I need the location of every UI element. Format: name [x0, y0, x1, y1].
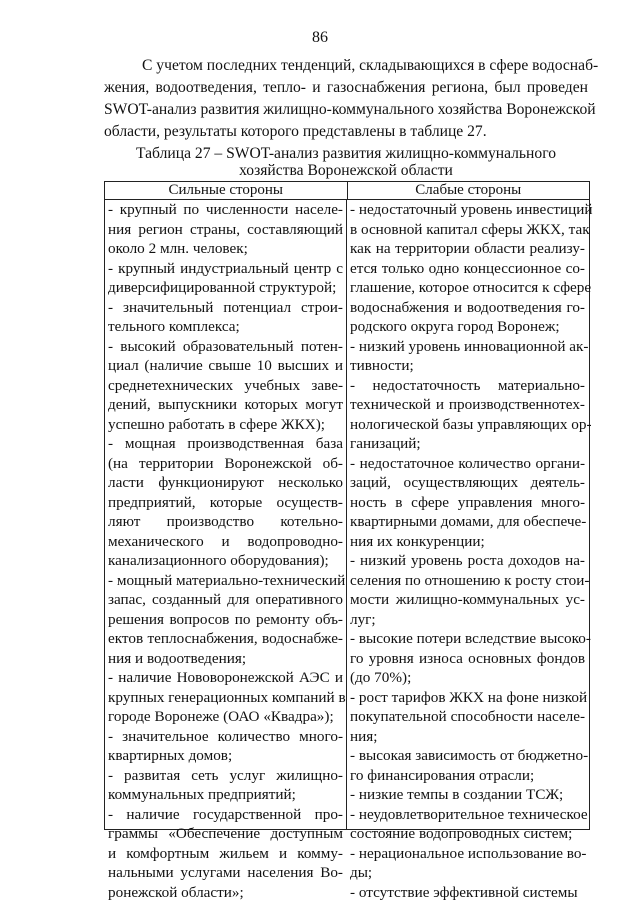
strength-line: - мощная производственная база — [108, 435, 343, 452]
weakness-line: - рост тарифов ЖКХ на фоне низкой — [350, 688, 588, 706]
weakness-line: - недостаточное количество органи- — [350, 454, 585, 472]
strength-line: - высокий образовательный потен- — [108, 337, 343, 355]
strength-line: предприятий, которые осуществ- — [108, 493, 343, 511]
weakness-line: тивности; — [350, 357, 414, 374]
weakness-line: - отсутствие эффективной системы — [350, 883, 578, 901]
intro-line: области, результаты которого представлены в таблице 27. — [104, 123, 487, 140]
weakness-line: (до 70%); — [350, 669, 412, 686]
strength-line: диверсифицированной структурой; — [108, 279, 337, 296]
strength-line: - наличие государственной про- — [108, 805, 343, 823]
weakness-line: луг; — [350, 610, 376, 628]
weakness-line: состояние водопроводных систем; — [350, 825, 573, 842]
strength-line: граммы «Обеспечение доступным — [108, 825, 343, 842]
strength-line: ляют производство котельно- — [108, 513, 343, 530]
weaknesses-column — [346, 200, 593, 901]
table-header-row — [105, 182, 589, 200]
weakness-line: в основной капитал сферы ЖКХ, так — [350, 220, 590, 238]
weakness-line: - неудовлетворительное техническое — [350, 805, 588, 823]
weakness-line: водоснабжения и водоотведения го- — [350, 298, 585, 316]
strength-line: дений, выпускники которых могут — [108, 396, 343, 413]
weakness-line: нологической базы управляющих ор- — [350, 415, 592, 433]
intro-line: С учетом последних тенденций, складывающихся в сфере водоснаб- — [142, 57, 599, 74]
weakness-line: го финансирования отрасли; — [350, 766, 535, 784]
weakness-line: квартирными домами, для обеспече- — [350, 513, 587, 530]
weakness-line: го уровня износа основных фондов — [350, 649, 585, 667]
table-body-row — [105, 200, 593, 901]
weakness-line: глашение, которое относится к сфере — [350, 279, 592, 296]
strength-line: - значительное количество много- — [108, 727, 343, 745]
intro-line: SWOT-анализ развития жилищно-коммунального хозяйства Воронежской — [104, 101, 596, 118]
strength-line: канализационного оборудования); — [108, 552, 329, 569]
strength-line: ния регион страны, составляющий — [108, 220, 343, 238]
strength-line: (на территории Воронежской об- — [108, 454, 343, 472]
weakness-line: ния; — [350, 727, 378, 745]
weakness-line: ность в сфере управления много- — [350, 493, 585, 511]
strengths-column — [105, 200, 346, 901]
header-strengths: Сильные стороны — [168, 182, 283, 198]
strength-line: городе Воронеже (ОАО «Квадра»); — [108, 708, 334, 725]
weakness-line: - низкий уровень роста доходов на- — [350, 552, 585, 569]
strength-line: - развитая сеть услуг жилищно- — [108, 766, 343, 784]
weakness-line: селения по отношению к росту стои- — [350, 571, 590, 589]
strength-line: ектов теплоснабжения, водоснабже- — [108, 630, 343, 647]
strength-line: ния и водоотведения; — [108, 649, 247, 667]
weakness-line: ганизаций; — [350, 435, 421, 452]
strength-line: - наличие Нововоронежской АЭС и — [108, 669, 343, 686]
weakness-line: ния их конкуренции; — [350, 532, 485, 550]
weakness-line: - высокая зависимость от бюджетно- — [350, 747, 589, 764]
intro-line: жения, водоотведения, тепло- и газоснабжения региона, был проведен — [104, 79, 588, 96]
strength-line: решения вопросов по ремонту объ- — [108, 610, 343, 628]
strength-line: - мощный материально-технический — [108, 571, 346, 589]
table-caption — [104, 145, 588, 179]
strength-line: квартирных домов; — [108, 747, 233, 764]
weakness-line: мости жилищно-коммунальных ус- — [350, 591, 585, 608]
weakness-line: заций, осуществляющих деятель- — [350, 474, 585, 491]
strength-line: ронежской области»; — [108, 883, 244, 901]
swot-table — [104, 181, 593, 901]
strength-line: и комфортным жильем и комму- — [108, 844, 343, 862]
weakness-line: - низкий уровень инновационной ак- — [350, 337, 589, 355]
weakness-line: родского округа город Воронеж; — [350, 318, 560, 335]
header-weaknesses: Слабые стороны — [347, 182, 590, 199]
weakness-line: покупательной способности населе- — [350, 708, 585, 725]
strength-line: циал (наличие свыше 10 высших и — [108, 357, 343, 374]
strength-line: ласти функционируют несколько — [108, 474, 343, 491]
weakness-line: ды; — [350, 864, 373, 881]
weakness-line: - высокие потери вследствие высоко- — [350, 630, 591, 647]
strength-line: коммунальных предприятий; — [108, 786, 296, 803]
strength-line: - значительный потенциал строи- — [108, 298, 343, 316]
weakness-line: как на территории области реализу- — [350, 240, 585, 257]
strength-line: - крупный индустриальный центр с — [108, 259, 343, 277]
weakness-line: - низкие темпы в создании ТСЖ; — [350, 786, 564, 803]
strength-line: механического и водопроводно- — [108, 532, 343, 550]
page-number: 86 — [312, 29, 328, 46]
strength-line: - крупный по численности населе- — [108, 201, 343, 218]
weakness-line: - нерациональное использование во- — [350, 844, 587, 862]
weakness-line: - недостаточный уровень инвестиций — [350, 201, 593, 218]
caption-line: Таблица 27 – SWOT-анализ развития жилищно-коммунального — [136, 145, 556, 162]
weakness-line: - недостаточность материально- — [350, 376, 585, 394]
strength-line: тельного комплекса; — [108, 318, 240, 335]
caption-line: хозяйства Воронежской области — [239, 162, 453, 179]
weakness-line: ется только одно концессионное со- — [350, 259, 585, 277]
strength-line: около 2 млн. человек; — [108, 240, 248, 257]
strength-line: крупных генерационных компаний в — [108, 688, 346, 706]
strength-line: успешно работать в сфере ЖКХ); — [108, 415, 325, 433]
strength-line: среднетехнических учебных заве- — [108, 376, 343, 394]
weakness-line: технической и производственнотех- — [350, 396, 585, 413]
strength-line: нальными услугами населения Во- — [108, 864, 343, 881]
intro-paragraph — [104, 55, 599, 143]
strength-line: запас, созданный для оперативного — [108, 591, 343, 608]
